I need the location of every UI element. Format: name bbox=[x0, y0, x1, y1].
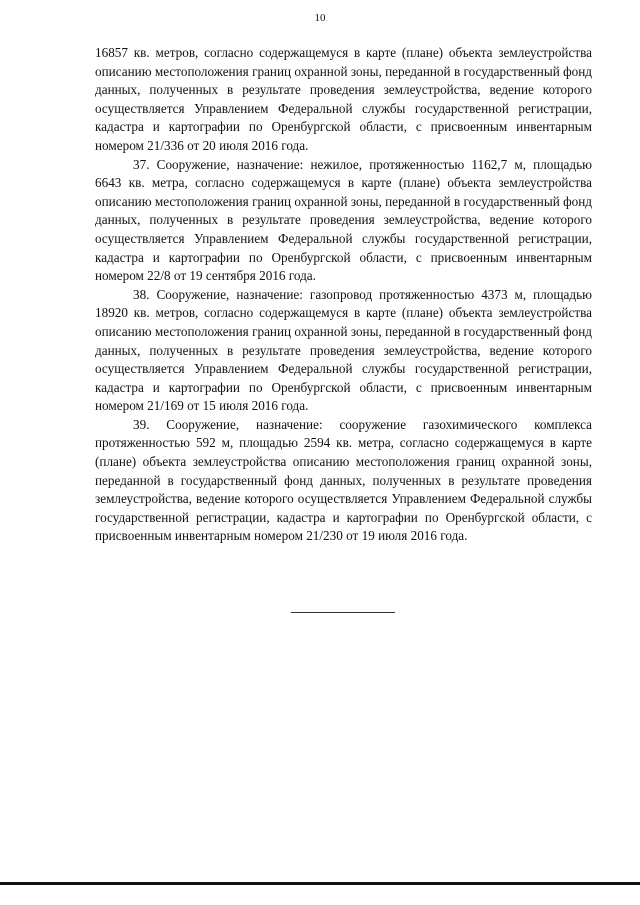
document-body bbox=[95, 44, 592, 546]
end-separator-line bbox=[291, 612, 395, 613]
paragraph-continuation: 16857 кв. метров, согласно содержащемуся в карте (плане) объекта землеустройства описанию местоположения границ охранной зоны, переданной в государственный фонд данных, полученных в результате проведения землеустройства, ведение которого осуществляется Управлением Федеральной службы государственной регистрации, кадастра и картографии по Оренбургской области, с присвоенным инвентарным номером 21/336 от 20 июля 2016 года. bbox=[95, 45, 592, 153]
page-number: 10 bbox=[314, 12, 326, 24]
paragraph-item-37: 37. Сооружение, назначение: нежилое, протяженностью 1162,7 м, площадью 6643 кв. метра, согласно содержащемуся в карте (плане) объекта землеустройства описанию местоположения границ охранной зоны, переданной в государственный фонд данных, полученных в результате проведения землеустройства, ведение которого осуществляется Управлением Федеральной службы государственной регистрации, кадастра и картографии по Оренбургской области, с присвоенным инвентарным номером 22/8 от 19 сентября 2016 года. bbox=[95, 156, 592, 284]
paragraph-item-39: 39. Сооружение, назначение: сооружение газохимического комплекса протяженностью 592 м, площадью 2594 кв. метра, согласно содержащемуся в карте (плане) объекта землеустройства описанию местоположения границ охранной зоны, переданной в государственный фонд данных, полученных в результате проведения землеустройства, ведение которого осуществляется Управлением Федеральной службы государственной регистрации, кадастра и картографии по Оренбургской области, с присвоенным инвентарным номером 21/230 от 19 июля 2016 года. bbox=[95, 416, 592, 544]
bottom-border-rule bbox=[0, 882, 640, 885]
paragraph-item-38: 38. Сооружение, назначение: газопровод протяженностью 4373 м, площадью 18920 кв. метров, согласно содержащемуся в карте (плане) объекта землеустройства описанию местоположения границ охранной зоны, переданной в государственный фонд данных, полученных в результате проведения землеустройства, ведение которого осуществляется Управлением Федеральной службы государственной регистрации, кадастра и картографии по Оренбургской области, с присвоенным инвентарным номером 21/169 от 15 июля 2016 года. bbox=[95, 286, 592, 414]
